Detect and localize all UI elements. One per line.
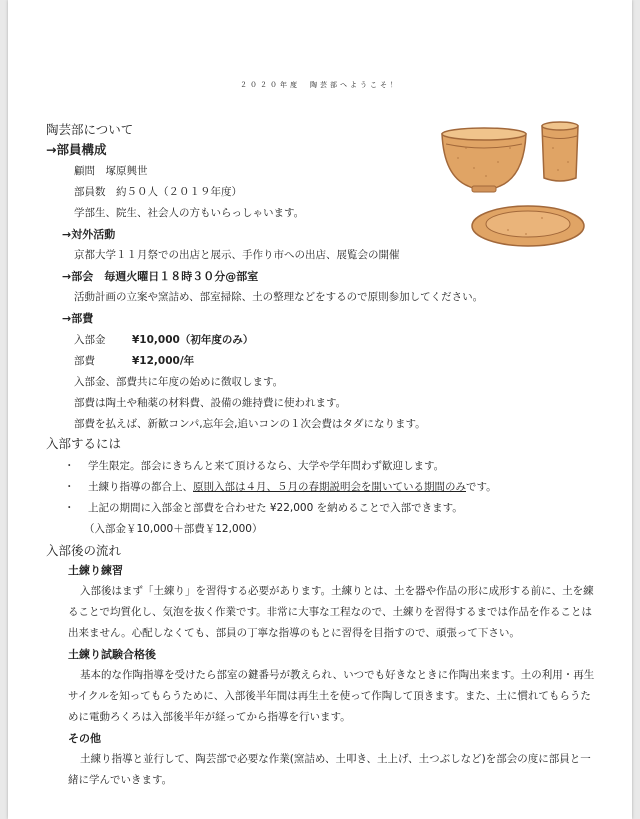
step2-heading: 土練り試験合格後 (68, 648, 156, 661)
fee-label: 部費 (74, 355, 95, 367)
plate-icon (472, 206, 584, 246)
about-heading: 陶芸部について (46, 122, 134, 137)
members-heading: →部員構成 (46, 142, 107, 157)
fee-heading: →部費 (62, 312, 94, 325)
join-item-2-pre: 土練り指導の都合上、 (88, 481, 193, 493)
entry-fee-label: 入部金 (74, 334, 106, 346)
meeting-text: 活動計画の立案や窯詰め、部室掃除、土の整理などをするので原則参加してください。 (74, 291, 484, 303)
join-item-2 (88, 479, 497, 494)
page-title: ２０２０年度 陶芸部へようこそ！ (240, 81, 400, 89)
external-heading: →対外活動 (62, 228, 116, 241)
members-note-text: 学部生、院生、社会人の方もいらっしゃいます。 (74, 207, 305, 219)
bullet-3: ・ (64, 502, 75, 514)
step3-line-2: 緒に学んでいきます。 (68, 774, 173, 786)
meeting-heading: →部会 毎週火曜日１８時３０分@部室 (62, 270, 259, 283)
join-item-2-underline: 原則入部は４月、５月の春期説明会を開いている期間のみ (193, 481, 466, 493)
step3-line-1: 土練り指導と並行して、陶芸部で必要な作業(窯詰め、土叩き、土上げ、土つぶしなど)を部会の度に部員と一 (80, 753, 591, 765)
join-heading: 入部するには (46, 436, 122, 451)
fee-note-3: 部費を払えば、新歓コンパ,忘年会,追いコンの１次会費はタダになります。 (74, 418, 426, 430)
join-item-2-post: です。 (466, 481, 497, 493)
bowl-icon (442, 128, 526, 192)
document-page (8, 0, 632, 819)
step2-line-1: 基本的な作陶指導を受けたら部室の鍵番号が教えられ、いつでも好きなときに作陶出来ます。土の利用・再生 (80, 669, 595, 681)
members-count-text: 部員数 約５０人（２０１９年度） (74, 186, 242, 198)
join-item-3-note: （入部金￥10,000＋部費￥12,000） (84, 523, 263, 535)
step1-line-3: 出来ません。心配しなくても、部員の丁寧な指導のもとに習得を目指すので、頑張って下さい。 (68, 627, 520, 639)
join-item-1: 学生限定。部会にきちんと来て頂けるなら、大学や学年問わず歓迎します。 (88, 460, 445, 472)
entry-fee-value: ¥10,000（初年度のみ） (132, 334, 254, 346)
step1-line-2: ることで均質化し、気泡を抜く作業です。非常に大事な工程なので、土練りを習得するまでは作品を作ることは (68, 606, 592, 618)
bullet-1: ・ (64, 460, 75, 472)
fee-note-2: 部費は陶土や釉薬の材料費、設備の維持費に使われます。 (74, 397, 347, 409)
step1-line-1: 入部後はまず「土練り」を習得する必要があります。土練りとは、土を器や作品の形に成形する前に、土を練 (80, 585, 594, 597)
bullet-2: ・ (64, 481, 75, 493)
fee-note-1: 入部金、部費共に年度の始めに徴収します。 (74, 376, 284, 388)
advisor-text: 顧問 塚原興世 (74, 165, 148, 177)
fee-value: ¥12,000/年 (132, 355, 195, 367)
step2-line-3: めに電動ろくろは入部後半年が経ってから指導を行います。 (68, 711, 351, 723)
flow-heading: 入部後の流れ (46, 543, 122, 558)
step2-line-2: サイクルを知ってもらうために、入部後半年間は再生土を使って作陶して頂きます。また、土に慣れてもらうた (68, 690, 591, 702)
join-item-3: 上記の期間に入部金と部費を合わせた ¥22,000 を納めることで入部できます。 (88, 502, 463, 514)
cup-icon (542, 122, 578, 181)
step1-heading: 土練り練習 (68, 564, 123, 577)
external-text: 京都大学１１月祭での出店と展示、手作り市への出店、展覧会の開催 (74, 249, 400, 261)
step3-heading: その他 (68, 732, 101, 745)
pottery-illustration (438, 118, 586, 250)
